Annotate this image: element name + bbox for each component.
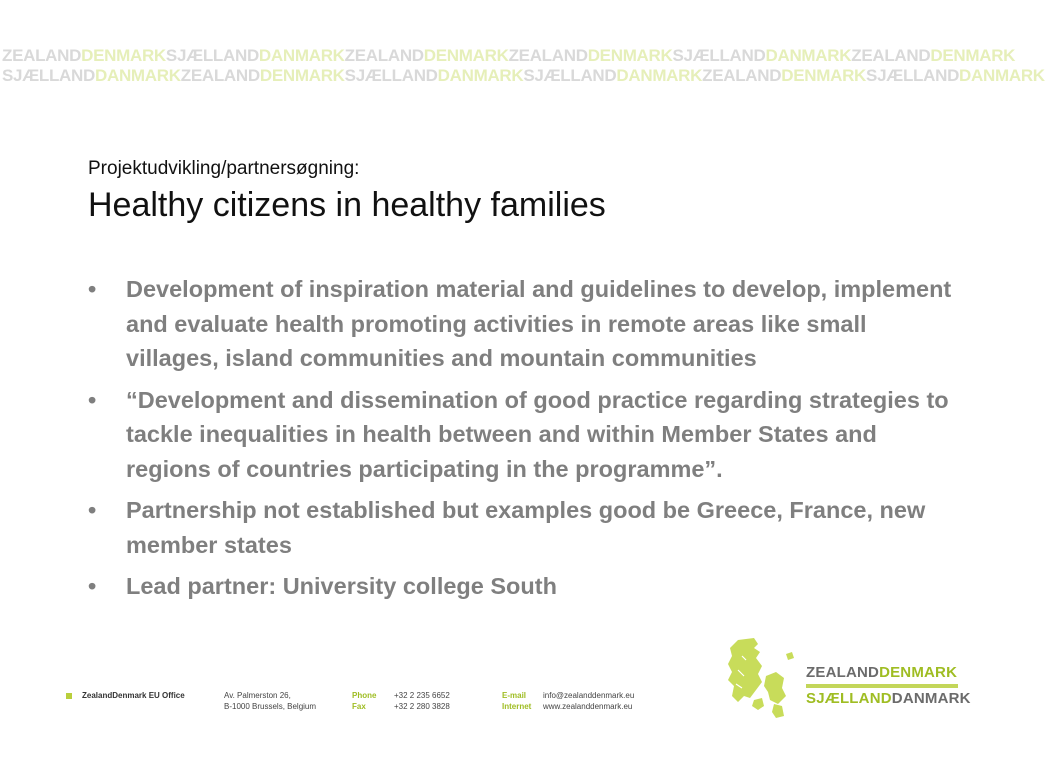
- banner-word: SJÆLLAND: [165, 46, 259, 65]
- banner-word: DANMARK: [616, 66, 703, 85]
- footer-office-name: ZealandDenmark EU Office: [82, 691, 185, 700]
- bullet-text: Lead partner: University college South: [126, 573, 557, 599]
- banner-word: ZEALAND: [851, 46, 931, 65]
- banner-word: DENMARK: [81, 46, 166, 65]
- banner-word: SJÆLLAND: [866, 66, 960, 85]
- header-banner: [0, 44, 1045, 92]
- bullet-list: [88, 272, 958, 611]
- bullet-dot-icon: •: [88, 276, 97, 302]
- banner-word: SJÆLLAND: [344, 66, 438, 85]
- banner-word: ZEALAND: [2, 46, 82, 65]
- banner-word: DENMARK: [259, 66, 345, 85]
- footer-phone-values: +32 2 235 6652 +32 2 280 3828: [394, 691, 450, 711]
- banner-word: ZEALAND: [180, 66, 260, 85]
- logo-line-2: SJÆLLANDDANMARK: [806, 690, 971, 707]
- slide-subtitle: Projektudvikling/partnersøgning:: [88, 158, 360, 179]
- footer-contact-labels: E-mail Internet: [502, 691, 532, 711]
- banner-word: DANMARK: [258, 46, 345, 65]
- banner-word: DENMARK: [423, 46, 509, 65]
- bullet-text: Partnership not established but examples good be Greece, France, new member states: [126, 497, 926, 558]
- banner-row-2: [2, 66, 1045, 85]
- slide-title: Healthy citizens in healthy families: [88, 186, 606, 224]
- bullet-item: [88, 272, 958, 376]
- banner-word: DANMARK: [959, 66, 1045, 85]
- bullet-dot-icon: •: [88, 386, 97, 413]
- bullet-dot-icon: •: [88, 497, 97, 523]
- logo-line-1: ZEALANDDENMARK: [806, 664, 958, 681]
- banner-word: SJÆLLAND: [523, 66, 617, 85]
- logo-divider: [806, 684, 958, 688]
- footer-address: Av. Palmerston 26, B-1000 Brussels, Belgium: [224, 691, 317, 711]
- bullet-item: [88, 569, 958, 604]
- footer-contact-values: info@zealanddenmark.eu www.zealanddenmark.eu: [543, 691, 635, 711]
- banner-word: ZEALAND: [508, 46, 588, 65]
- bullet-dot-icon: •: [88, 573, 97, 599]
- banner-word: DANMARK: [437, 66, 524, 85]
- banner-word: SJÆLLAND: [2, 66, 95, 85]
- bullet-item: [88, 493, 958, 562]
- footer-phone-labels: Phone Fax: [352, 691, 377, 711]
- banner-word: DANMARK: [765, 46, 852, 65]
- bullet-text: “Development and dissemination of good practice regarding strategies to tackle inequalities in health between and within Member States and regions of countries participating in the programme”.: [126, 386, 949, 482]
- banner-word: DENMARK: [930, 46, 1016, 65]
- banner-word: ZEALAND: [344, 46, 424, 65]
- banner-word: ZEALAND: [702, 66, 782, 85]
- banner-word: DENMARK: [781, 66, 867, 85]
- banner-word: SJÆLLAND: [672, 46, 766, 65]
- bullet-text: Development of inspiration material and guidelines to develop, implement and evaluate health promoting activities in remote areas like small villages, island communities and mountain communities: [126, 276, 952, 371]
- bullet-item: [88, 383, 958, 487]
- banner-word: DENMARK: [587, 46, 673, 65]
- footer-square-icon: [66, 693, 72, 699]
- footer: [0, 690, 1024, 720]
- banner-word: DANMARK: [95, 66, 181, 85]
- banner-row-1: [2, 46, 1015, 65]
